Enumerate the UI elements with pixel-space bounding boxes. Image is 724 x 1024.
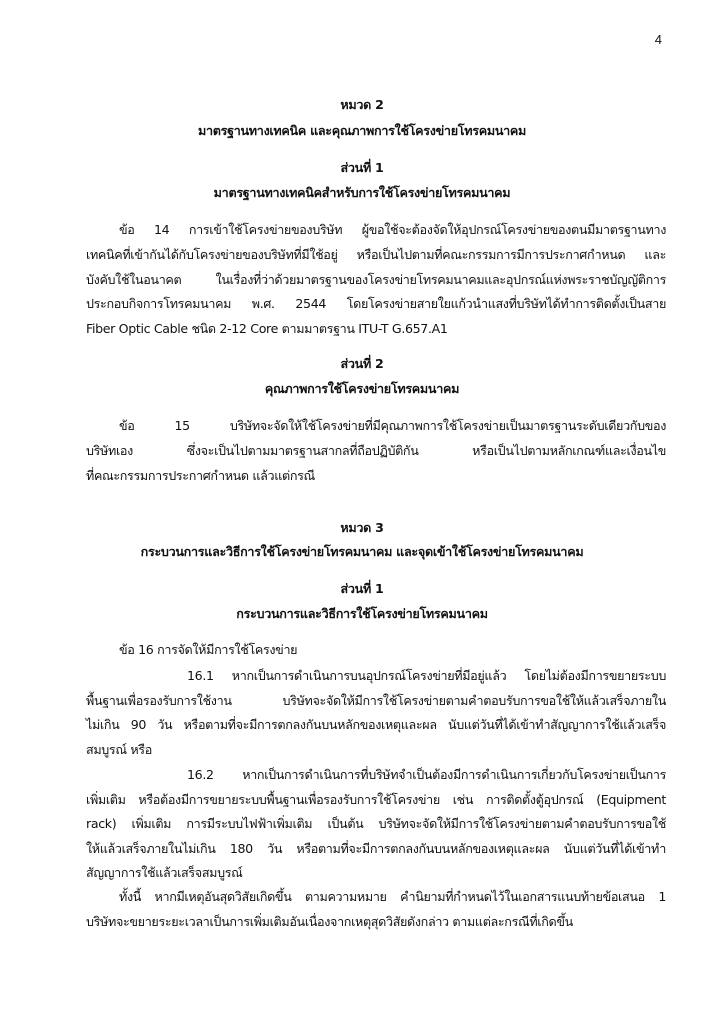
- force-majeure-line: บริษัทจะขยายระยะเวลาเป็นการเพิ่มเติมอันเนื่องจากเหตุสุดวิสัยดังกล่าว ตามแต่ละกรณีที่เกิดขึ้น: [86, 914, 573, 929]
- clause14-line: Fiber Optic Cable ชนิด 2-12 Core ตามมาตรฐาน ITU-T G.657.A1: [86, 321, 448, 336]
- clause14-line: บังคับใช้ในอนาคต ในเรื่องที่ว่าด้วยมาตรฐานของโครงข่ายโทรคมนาคมและอุปกรณ์แห่งพระราชบัญญัติการ: [86, 272, 666, 287]
- clause16-2-line: ให้แล้วเสร็จภายในไม่เกิน 180 วัน หรือตามที่จะมีการตกลงกันบนหลักของเหตุและผล นับแต่วันที่ได้เข้าทำ: [86, 841, 666, 856]
- clause16-1-line: สมบูรณ์ หรือ: [86, 742, 152, 757]
- chapter2-title: มาตรฐานทางเทคนิค และคุณภาพการใช้โครงข่ายโทรคมนาคม: [197, 123, 527, 138]
- chapter3-part1-title: กระบวนการและวิธีการใช้โครงข่ายโทรคมนาคม: [236, 606, 488, 621]
- chapter3-heading: หมวด 3: [340, 520, 384, 535]
- clause16-2-line: rack) เพิ่มเติม การมีระบบไฟฟ้าเพิ่มเติม เป็นต้น บริษัทจะจัดให้มีการใช้โครงข่ายตามคำตอบรับการขอใช้: [86, 816, 666, 831]
- clause16-title: ข้อ 16 การจัดให้มีการใช้โครงข่าย: [119, 642, 298, 657]
- clause16-1-line: พื้นฐานเพื่อรองรับการใช้งาน บริษัทจะจัดให้มีการใช้โครงข่ายตามคำตอบรับการขอใช้ให้แล้วเสร็จภายใน: [86, 693, 666, 708]
- clause16-1-line: 16.1 หากเป็นการดำเนินการบนอุปกรณ์โครงข่ายที่มีอยู่แล้ว โดยไม่ต้องมีการขยายระบบ: [187, 668, 666, 683]
- chapter2-part2-title: คุณภาพการใช้โครงข่ายโทรคมนาคม: [264, 381, 460, 396]
- clause14-line: เทคนิคที่เข้ากันได้กับโครงข่ายของบริษัทที่มีใช้อยู่ หรือเป็นไปตามที่คณะกรรมการมีการประกาศกำหนด และ: [86, 247, 666, 262]
- clause16-2-line: สัญญาการใช้แล้วเสร็จสมบูรณ์: [86, 865, 243, 880]
- chapter2-part2-heading: ส่วนที่ 2: [340, 356, 384, 371]
- chapter3-part1-heading: ส่วนที่ 1: [340, 581, 384, 596]
- force-majeure-line: ทั้งนี้ หากมีเหตุอันสุดวิสัยเกิดขึ้น ตามความหมาย คำนิยามที่กำหนดไว้ในเอกสารแนบท้ายข้อเสนอ 1: [119, 889, 666, 904]
- chapter2-part1-heading: ส่วนที่ 1: [340, 160, 384, 175]
- chapter2-part1-title: มาตรฐานทางเทคนิคสำหรับการใช้โครงข่ายโทรคมนาคม: [213, 185, 511, 200]
- clause16-1-line: ไม่เกิน 90 วัน หรือตามที่จะมีการตกลงกันบนหลักของเหตุและผล นับแต่วันที่ได้เข้าทำสัญญาการใช้แล้วเสร็จ: [86, 717, 666, 732]
- clause14-line: ข้อ 14 การเข้าใช้โครงข่ายของบริษัท ผู้ขอใช้จะต้องจัดให้อุปกรณ์โครงข่ายของตนมีมาตรฐานทาง: [119, 222, 666, 237]
- clause15-line: ข้อ 15 บริษัทจะจัดให้ใช้โครงข่ายที่มีคุณภาพการใช้โครงข่ายเป็นมาตรฐานระดับเดียวกับของ: [119, 418, 666, 433]
- page-number: 4: [654, 32, 662, 47]
- clause14-line: ประกอบกิจการโทรคมนาคม พ.ศ. 2544 โดยโครงข่ายสายใยแก้วนำแสงที่บริษัทได้ทำการติดตั้งเป็นสาย: [86, 296, 666, 311]
- clause15-line: ที่คณะกรรมการประกาศกำหนด แล้วแต่กรณี: [86, 468, 315, 483]
- chapter3-title: กระบวนการและวิธีการใช้โครงข่ายโทรคมนาคม และจุดเข้าใช้โครงข่ายโทรคมนาคม: [140, 544, 584, 559]
- clause16-2-line: 16.2 หากเป็นการดำเนินการที่บริษัทจำเป็นต้องมีการดำเนินการเกี่ยวกับโครงข่ายเป็นการ: [187, 767, 666, 782]
- chapter2-heading: หมวด 2: [340, 97, 384, 112]
- clause15-line: บริษัทเอง ซึ่งจะเป็นไปตามมาตรฐานสากลที่ถือปฏิบัติกัน หรือเป็นไปตามหลักเกณฑ์และเงื่อนไข: [86, 443, 666, 458]
- clause16-2-line: เพิ่มเติม หรือต้องมีการขยายระบบพื้นฐานเพื่อรองรับการใช้โครงข่าย เช่น การติดตั้งตู้อุปกรณ์ (Equipment: [86, 792, 666, 807]
